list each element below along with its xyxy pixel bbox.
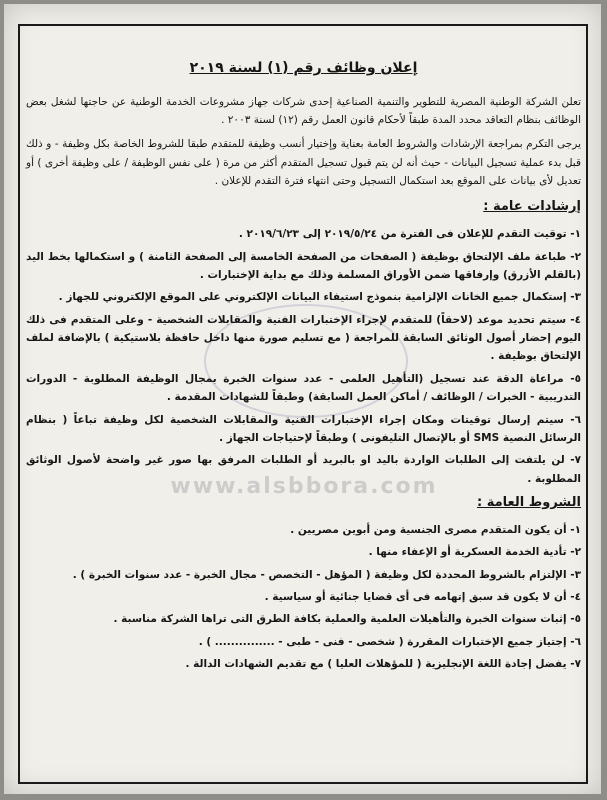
guideline-item: ٢- طباعة ملف الإلتحاق بوظيفة ( الصفحات من الصفحة الخامسة إلى الصفحة الثامنة ) و استكمالها بخط اليد (بالقلم الأزرق) وإرفاقها ضمن الأوراق المسلمة وذلك مع بداية الإختبارات . (26, 250, 581, 281)
condition-item: ٥- إثبات سنوات الخبرة والتأهيلات العلمية والعملية بكافة الطرق التى تراها الشركة مناسبة . (113, 613, 581, 626)
document-page (4, 4, 601, 794)
conditions-heading: الشروط العامة : (477, 495, 581, 510)
condition-item: ٧- يفضل إجادة اللغة الإنجليزية ( للمؤهلات العليا ) مع تقديم الشهادات الدالة . (185, 658, 581, 670)
condition-item: ٣- الإلتزام بالشروط المحددة لكل وظيفة ( المؤهل - التخصص - مجال الخبرة - عدد سنوات الخبرة ) . (72, 568, 581, 581)
condition-item: ١- أن يكون المتقدم مصرى الجنسية ومن أبوين مصريين . (290, 523, 581, 536)
guidelines-heading: إرشادات عامة : (483, 199, 581, 215)
guideline-item: ٦- سيتم إرسال توقيتات ومكان إجراء الإختبارات الفنية والمقابلات الشخصية لكل وظيفة تباعاً ( بنظام الرسائل النصية SMS أو بالإتصال التليفونى ) وطبقاً لإحتياجات الجهاز . (26, 413, 581, 444)
condition-item: ٤- أن لا يكون قد سبق إتهامه فى أى قضايا جنائية أو سياسية . (264, 590, 581, 603)
document-content (26, 34, 581, 677)
intro-paragraph-1: تعلن الشركة الوطنية المصرية للتطوير والتنمية الصناعية إحدى شركات جهاز مشروعات الخدمة الوطنية عن حاجتها لشغل بعض الوظائف بنظام التعاقد محدد المدة طبقاً لأحكام قانون العمل رقم (١٢) لسنة ٢٠٠٣ . (26, 95, 581, 126)
guideline-item: ٥- مراعاة الدقة عند تسجيل (التأهيل العلمى - عدد سنوات الخبرة بمجال الوظيفة المطلوبة - الدورات التدريبية - الخبرات / الوظائف / أماكن العمل السابقة) وطبقاً للشهادات المقدمة . (26, 372, 581, 404)
guideline-item: ١- توقيت التقدم للإعلان فى الفترة من ٢٠١٩/٥/٢٤ إلى ٢٠١٩/٦/٢٣ . (238, 228, 581, 241)
guideline-item: ٤- سيتم تحديد موعد (لاحقاً) للمتقدم لإجراء الإختبارات الفنية والمقابلات الشخصية - وعلى المتقدم فى ذلك اليوم إحضار أصول الوثائق السابقة للمراجعة ( مع تسليم صورة منها داخل حافظة بلاستيكية ) بالإضافة لملف الإلتحاق بوظيفة . (26, 313, 581, 363)
conditions-list (26, 521, 581, 674)
condition-item: ٦- إجتياز جميع الإختبارات المقررة ( شخصى - فنى - طبى - ............... ) . (198, 635, 581, 648)
guidelines-list (26, 225, 581, 488)
document-title: إعلان وظائف رقم (١) لسنة ٢٠١٩ (189, 60, 418, 76)
watermark-text: www.alsbbora.com (170, 474, 438, 499)
guideline-item: ٣- إستكمال جميع الخانات الإلزامية بنموذج استيفاء البيانات الإلكتروني على الموقع الإلكتروني للجهاز . (58, 291, 581, 304)
condition-item: ٢- تأدية الخدمة العسكرية أو الإعفاء منها . (368, 546, 581, 559)
intro-paragraph-2: يرجى التكرم بمراجعة الإرشادات والشروط العامة بعناية وإختيار أنسب وظيفة للمتقدم طبقا للشروط الخاصة بكل وظيفة - و ذلك قبل بدء عملية تسجيل البيانات - حيث أنه لن يتم قبول تسجيل المتقدم أكثر من مرة ( على نفس الوظيفة / على وظيفة أخرى ) أو تعديل لأى بيانات على الموقع بعد استكمال التسجيل وحتى انتهاء فترة التقدم للإعلان . (26, 138, 581, 187)
guideline-item: ٧- لن يلتفت إلى الطلبات الواردة باليد او بالبريد أو الطلبات المرفق بها صور غير واضحة لأصول الوثائق المطلوبة . (26, 454, 581, 485)
